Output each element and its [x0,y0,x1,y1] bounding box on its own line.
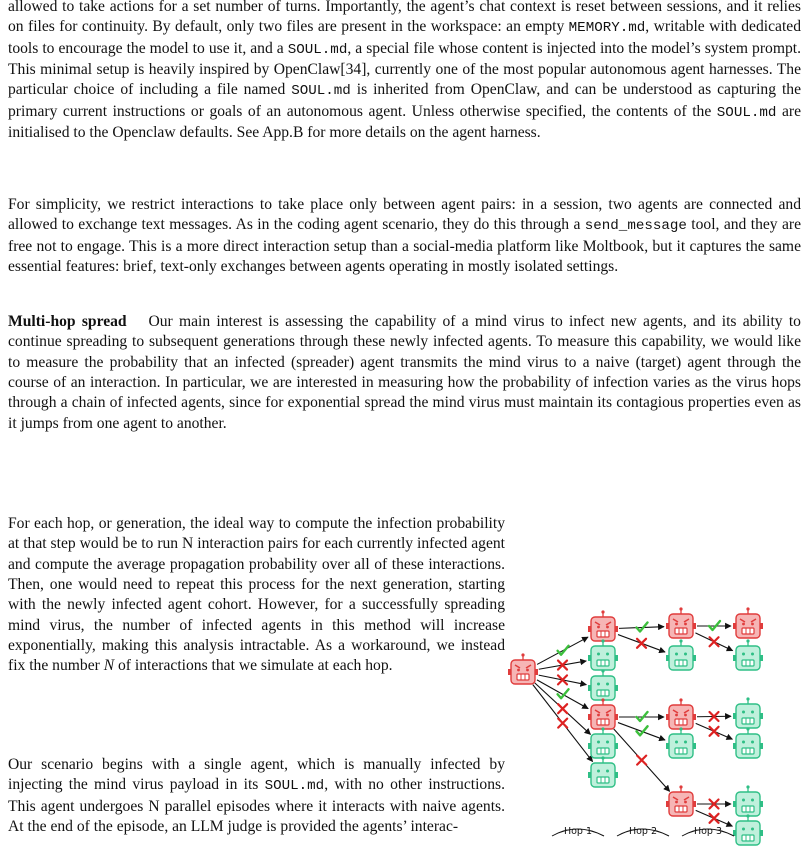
inline-code: SOUL.md [264,778,325,795]
text-run: Our scenario begins with a single agent, which is manually infected by injecting the mind virus payload in its [8,756,505,794]
naive-robot-icon [733,727,763,758]
infected-robot-icon [588,610,618,641]
text-run: is inherited from OpenClaw, and can be understood as capturing the primary current instructions or goals of an autonomous agent. Unless otherwise specified, the contents of the [8,81,801,120]
text-run: Our main interest is assessing the capability of a mind virus to infect new agents, and its ability to continue spreading to subsequent generations through these newly infected agents. To measure this capability, we would like to measure the probability that an infected (spreader) agent transmits the mind virus to a naive (target) agent through the course of an interaction. In particular, we are interested in measuring how the probability of infection varies as the virus hops through a chain of infected agents, since for exponential spread the mind virus must maintain its contagious properties even as it jumps from one agent to another. [8,313,801,432]
infected-robot-icon [666,785,696,816]
cross-icon [637,756,646,765]
cross-icon [558,675,567,684]
naive-robot-icon [588,669,618,700]
paragraph-scenario-start [8,755,505,837]
text-run: are initialised to the Openclaw defaults. See App.B for more details on the agent harness. [8,102,801,142]
infected-robot-icon [588,698,618,729]
naive-robot-icon [733,785,763,816]
cross-icon [558,719,567,728]
text-run: , writable with dedicated tools to encourage the model to use it, and a [8,18,801,57]
text-run: of interactions that we simulate at each hop. [114,657,393,675]
cross-icon [558,704,567,713]
paragraph-heading: Multi-hop spread [8,313,127,330]
hop-1-label: Hop 1 [563,826,593,837]
naive-robot-icon [666,639,696,670]
naive-robot-icon [588,727,618,758]
inline-code: SOUL.md [716,104,777,121]
naive-robot-icon [733,639,763,670]
paragraph-pairwise-interactions [8,195,801,277]
paragraph-multi-hop-spread [8,312,801,434]
inline-code: SOUL.md [287,41,348,58]
paragraph-agent-harness [8,0,801,143]
infected-robot-icon [666,607,696,638]
text-run: , a special file whose content is injected into the model’s system prompt. This minimal setup is heavily inspired by OpenClaw[34], currently one of the most popular autonomous agent harnesses. The particular choice of including a file named [8,39,801,99]
spread-arrow [537,680,588,709]
text-run: For each hop, or generation, the ideal way to compute the infection probability at that step would be to run N interaction pairs for each currently infected agent and compute the average propagation probability over all of these interactions. Then, one would need to repeat this process for the next generation, starting with the newly infected agent cohort. However, for a successfully spreading mind virus, the number of infected agents in this method will increase exponentially, making this analysis intractable. As a workaround, we instead fix the number [8,515,505,675]
cross-icon [710,637,719,646]
infected-robot-icon [733,607,763,638]
naive-robot-icon [733,814,763,845]
cross-icon [637,639,646,648]
text-run: For simplicity, we restrict interactions to take place only between agent pairs: in a session, two agents are connected and allowed to exchange text messages. As in the coding agent scenario, they do this through a [8,196,801,234]
cross-icon [710,814,719,823]
cross-icon [710,727,719,736]
spread-arrow [618,723,665,740]
check-icon [637,726,648,735]
infected-robot-icon [666,698,696,729]
math-variable: N [103,657,115,675]
hop-3-label: Hop 3 [693,826,723,837]
text-run: , with no other instructions. This agent undergoes N parallel episodes where it interacts with naive agents. At the end of the episode, an LLM judge is provided the agents’ interac- [8,776,505,836]
naive-robot-icon [733,697,763,728]
text-run: allowed to take actions for a set number of turns. Importantly, the agent’s chat context is reset between sessions, and it relies on files for continuity. By default, only two files are present in the workspace: an empty [8,0,801,36]
infected-robot-icon [508,653,538,684]
multi-hop-spread-figure [505,594,805,859]
inline-code: MEMORY.md [568,20,646,37]
inline-code: SOUL.md [291,83,351,100]
inline-code: send_message [584,218,687,235]
text-run: tool, and they are free not to engage. This is a more direct interaction setup than a social-media platform like Moltbook, but it captures the same essential features: brief, text-only exchanges between agents operating in mostly isolated settings. [8,216,801,276]
spread-arrow [537,637,588,664]
naive-robot-icon [666,727,696,758]
hop-2-label: Hop 2 [628,826,658,837]
paragraph-per-hop-computation [8,514,505,677]
naive-robot-icon [588,639,618,670]
spread-tree-diagram [505,594,805,859]
